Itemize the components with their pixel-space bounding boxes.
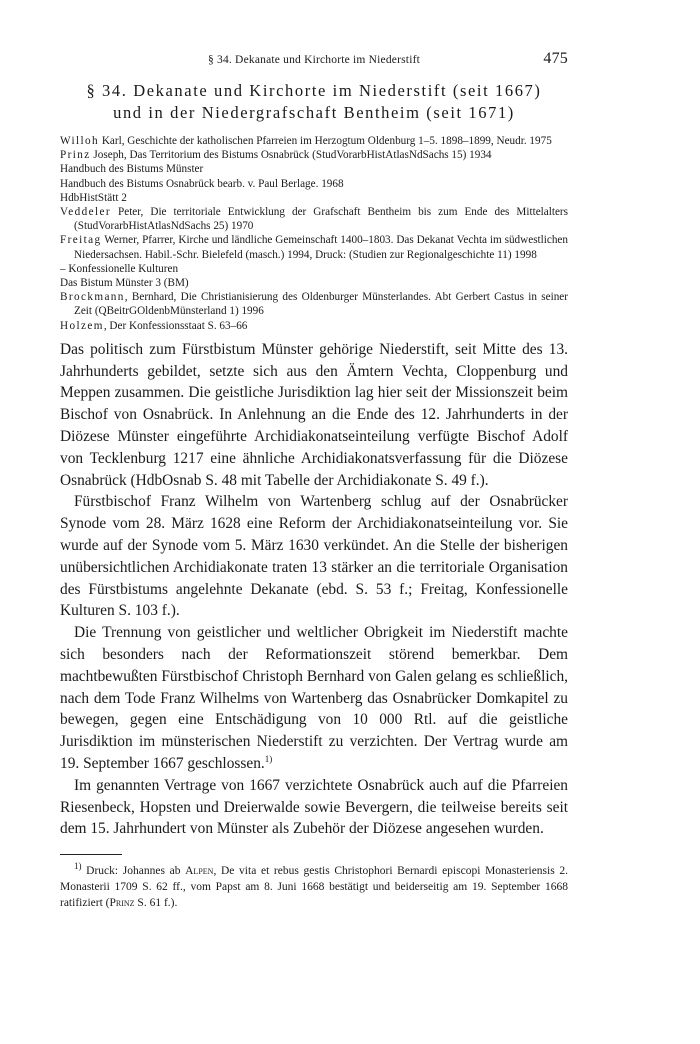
footnote-text-3: S. 61 f.). [134, 897, 178, 910]
bib-entry [60, 290, 568, 318]
bib-entry [60, 319, 568, 333]
paragraph-3-text: Die Trennung von geistlicher und weltlicher Obrigkeit im Niederstift machte sich besonders nach der Reformationszeit störend bemerkbar. Dem machtbewußten Fürstbischof Christoph Bernhard von Galen gelang es schließlich, nach dem Tode Franz Wilhelms von Wartenberg das Osnabrücker Domkapitel zu bewegen, gegen eine Entschädigung von 10 000 Rtl. auf die geistliche Jurisdiktion im münsterischen Niederstift zu verzichten. Der Vertrag wurde am 19. September 1667 geschlossen. [60, 624, 568, 772]
bib-entry [60, 276, 568, 290]
footnote-text-2: , De vita et rebus gestis Christophori Bernardi episcopi Monasteriensis 2. Monasterii 1709 S. 62 ff., vom Papst am 8. Juni 1668 bestätigt und beiderseitig am 19. September 1668 ratifiziert ( [60, 865, 568, 910]
paragraph-1: Das politisch zum Fürstbistum Münster gehörige Niederstift, seit Mitte des 13. Jahrhunderts gebildet, setzte sich aus den Ämtern Vechta, Cloppenburg und Meppen zusammen. Die geistliche Jurisdiktion lag hier seit der Missionszeit beim Bischof von Osnabrück. In Anlehnung an die Ende des 12. Jahrhunderts in der Diözese Münster eingeführte Archidiakonatseinteilung verfügte Bischof Adolf von Tecklenburg 1217 eine ähnliche Archidiakonatsverfassung für die Diözese Osnabrück (HdbOsnab S. 48 mit Tabelle der Archidiakonate S. 49 f.). [60, 340, 568, 489]
bib-entry [60, 191, 568, 205]
footnote-divider [60, 854, 122, 855]
footnote-text-1: Druck: Johannes ab [81, 865, 186, 878]
bib-text: – Konfessionelle Kulturen [60, 262, 179, 275]
bib-entry [60, 205, 568, 233]
bib-author: Prinz [60, 149, 91, 162]
running-header [60, 50, 568, 76]
running-title: § 34. Dekanate und Kirchorte im Niederstift [207, 54, 421, 66]
section-title-line-2: und in der Niedergrafschaft Bentheim (seit 1671) [113, 103, 515, 122]
bib-author: Freitag [60, 234, 102, 247]
bib-text: , Bernhard, Die Christianisierung des Oldenburger Münsterlandes. Abt Gerbert Castus in seiner Zeit (QBeitrGOldenbMünsterland 1) 1996 [74, 291, 568, 318]
bib-text: Handbuch des Bistums Osnabrück bearb. v. Paul Berlage. 1968 [60, 177, 344, 190]
paragraph-4: Im genannten Vertrage von 1667 verzichtete Osnabrück auch auf die Pfarreien Riesenbeck, Hopsten und Dreierwalde sowie Bevergern, die teilweise bereits seit dem 15. Jahrhundert von Münster als Zubehör der Diözese angesehen wurden. [60, 776, 568, 838]
bib-entry [60, 233, 568, 261]
bib-author: Veddeler [60, 206, 111, 219]
bib-text: Joseph, Das Territorium des Bistums Osnabrück (StudVorarbHistAtlasNdSachs 15) 1934 [90, 149, 492, 162]
paragraph-2: Fürstbischof Franz Wilhelm von Wartenberg schlug auf der Osnabrücker Synode vom 28. März 1628 eine Reform der Archidiakonatseinteilung vor. Sie wurde auf der Synode vom 5. März 1630 verkündet. An die Stelle der bisherigen unübersichtlichen Archidiakonate traten 13 stärker an die territoriale Organisation des Fürstbistums angelehnte Dekanate (ebd. S. 53 f.; Freitag, Konfessionelle Kulturen S. 103 f.). [60, 493, 568, 620]
bib-text: Werner, Pfarrer, Kirche und ländliche Gemeinschaft 1400–1803. Das Dekanat Vechta im südwestlichen Niedersachsen. Habil.-Schr. Bielefeld (masch.) 1994, Druck: (Studien zur Regionalgeschichte 11) 1998 [74, 234, 568, 261]
bib-text: Peter, Die territoriale Entwicklung der Grafschaft Bentheim bis zum Ende des Mittelalters (StudVorarbHistAtlasNdSachs 25) 1970 [74, 206, 568, 233]
bib-author: Holzem [60, 319, 104, 332]
section-title [60, 80, 568, 124]
bib-author: Willoh [60, 135, 100, 147]
book-page [60, 50, 568, 911]
bib-text: HdbHistStätt 2 [60, 191, 127, 204]
bib-entry [60, 262, 568, 276]
body-text [60, 339, 568, 840]
bibliography [60, 134, 568, 333]
section-title-line-1: § 34. Dekanate und Kirchorte im Niederstift (seit 1667) [86, 81, 542, 100]
bib-entry [60, 177, 568, 191]
bib-text: Das Bistum Münster 3 (BM) [60, 277, 189, 290]
bib-text: Karl, Geschichte der katholischen Pfarreien im Herzogtum Oldenburg 1–5. 1898–1899, Neudr. 1975 [99, 135, 552, 147]
bib-entry [60, 162, 568, 176]
bib-entry [60, 148, 568, 162]
footnote-reference[interactable]: 1) [264, 753, 273, 764]
bib-text: Handbuch des Bistums Münster [60, 163, 204, 176]
footnote-author-alpen: Alpen [185, 865, 214, 878]
footnote-marker: 1) [74, 861, 82, 872]
bib-author: Brockmann [60, 291, 125, 304]
paragraph-3 [60, 622, 568, 775]
footnote [60, 863, 568, 911]
bib-text: , Der Konfessionsstaat S. 63–66 [103, 319, 248, 332]
footnote-author-prinz: Prinz [109, 897, 135, 910]
page-number: 475 [543, 50, 568, 67]
bib-entry [60, 134, 568, 148]
